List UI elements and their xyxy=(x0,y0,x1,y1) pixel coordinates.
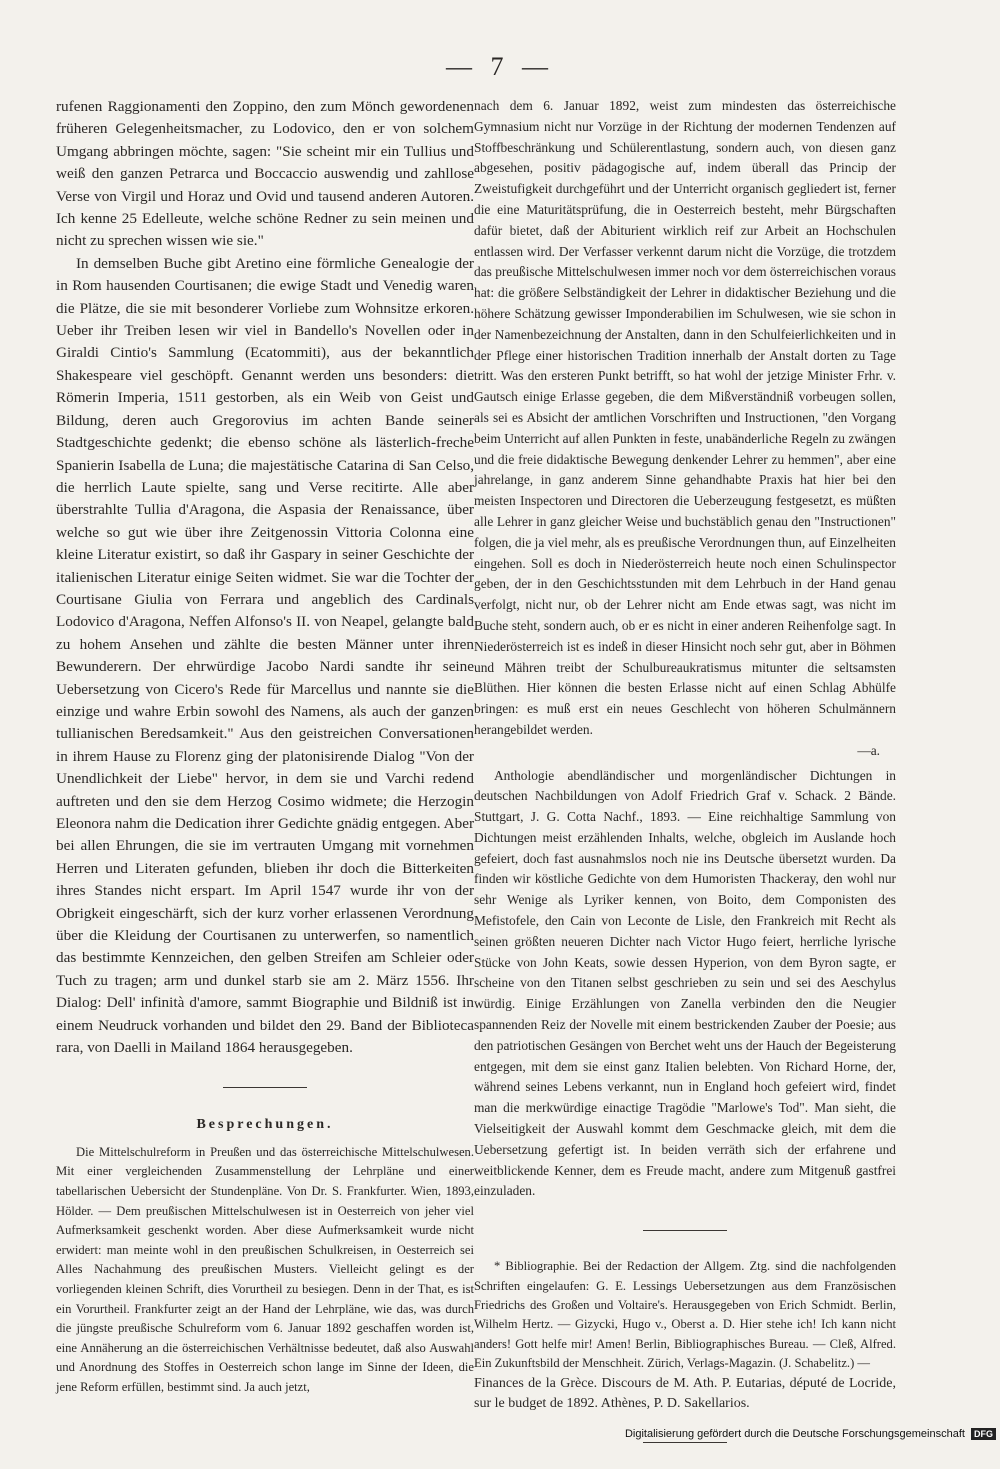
bibliography-french: Finances de la Grèce. Discours de M. Ath. P. Eutarias, député de Locride, sur le budget de 1892. Athènes, P. D. Sakellarios. xyxy=(474,1375,896,1411)
bibliography-paragraph: * Bibliographie. Bei der Redaction der Allgem. Ztg. sind die nachfolgenden Schriften eingelaufen: G. E. Lessings Uebersetzungen aus dem Französischen Friedrichs des Großen und Voltaire's. Herausgegeben von Erich Schmidt. Berlin, Wilhelm Hertz. — Gizycki, Hugo v., Oberst a. D. Hier stehe ich! Ich kann nicht anders! Gott helfe mir! Amen! Berlin, Bibliographisches Bureau. — Cleß, Alfred. Ein Zukunftsbild der Menschheit. Zürich, Verlags-Magazin. (J. Schabelitz.) — xyxy=(474,1259,896,1371)
left-column xyxy=(56,96,474,1398)
end-divider xyxy=(643,1442,727,1443)
section-heading: Besprechungen. xyxy=(196,1117,334,1133)
review-signature: —a. xyxy=(857,742,880,758)
main-paragraph: In demselben Buche gibt Aretino eine förmliche Genealogie der in Rom hausenden Courtisanen; die ewige Stadt und Venedig waren die Plätze, die sie mit besonderer Vorliebe zum Wohnsitze erkoren. Ueber ihr Treiben lesen wir viel in Bandello's Novellen oder in Giraldi Cintio's Sammlung (Ecatommiti), aus der bekanntlich Shakespeare viel geschöpft. Genannt werden uns besonders: die Römerin Imperia, 1511 gestorben, als ein Weib von Geist und Bildung, deren auch Gregorovius im achten Bande seiner Stadtgeschichte gedenkt; die ebenso schöne als lästerlich-freche Spanierin Isabella de Luna; die majestätische Catarina di San Celso, die herrlich Laute spielte, sang und Verse recitirte. Alle aber überstrahlte Tullia d'Aragona, die Aspasia der Renaissance, über welche so gut wie über ihre Zeitgenossin Vittoria Colonna eine kleine Literatur existirt, so daß ihr Gaspary in seiner Geschichte der italienischen Literatur einige Seiten widmet. Sie war die Tochter der Courtisane Giulia von Ferrara und angeblich des Cardinals Lodovico d'Aragona, Neffen Alfonso's II. von Neapel, gelangte bald zu hohem Ansehen und zählte die besten Männer unter ihren Bewunderern. Der ehrwürdige Jacobo Nardi sandte ihr seine Uebersetzung von Cicero's Rede für Marcellus und nannte sie die einzige und wahre Erbin sowohl des Namens, als auch der ganzen tullianischen Beredsamkeit." Aus den geistreichen Conversationen in ihrem Hause zu Florenz ging der platonisirende Dialog "Von der Unendlichkeit der Liebe" hervor, in dem sie und Varchi redend auftreten und den sie dem Herzog Cosimo widmete; die Herzogin Eleonora nahm die Dedication ihrer Gedichte gnädig entgegen. Aber bei allen Ehrungen, die sie im vertrauten Umgang mit vornehmen Herren und Literaten gefunden, blieben ihr doch die Bitterkeiten ihres Standes nicht erspart. Im April 1547 wurde ihr von der Obrigkeit eingeschärft, sich der kurz vorher erlassenen Verordnung über die Kleidung der Courtisanen zu unterwerfen, so namentlich das bestimmte Kennzeichen, den gelben Streifen am Schleier oder Tuch zu tragen; arm und dunkel starb sie am 2. März 1556. Ihr Dialog: Dell' infinità d'amore, sammt Biographie und Bildniß ist in einem Neudruck vorhanden und bildet den 29. Band der Biblioteca rara, von Daelli in Mailand 1864 herausgegeben. xyxy=(56,254,474,1057)
review-continuation: nach dem 6. Januar 1892, weist zum mindesten das österreichische Gymnasium nicht nur Vorzüge in der Richtung der modernen Tendenzen auf Stoffbeschränkung und Schülerentlastung, sondern auch, von diesen ganz abgesehen, positiv pädagogische auf, indem überall das Princip der Zweistufigkeit durchgeführt und der Unterricht organisch gegliedert ist, ferner die eine Maturitätsprüfung, die in Oesterreich besteht, mehr Bürgschaften dafür bietet, daß der Abiturient wirklich reif zur Arbeit an Hochschulen entlassen wird. Der Verfasser verkennt darum nicht die Vorzüge, die trotzdem das preußische Mittelschulwesen immer noch vor dem österreichischen voraus hat: die größere Selbständigkeit der Lehrer in didaktischer Beziehung und die höhere Schätzung gewisser Imponderabilien im Schulwesen, wie sie schon in der Namenbezeichnung der Anstalten, dann in den Schulfeierlichkeiten und in der Pflege einer historischen Tradition innerhalb der Anstalt dorten zu Tage tritt. Was den ersteren Punkt betrifft, so hat wohl der jetzige Minister Frhr. v. Gautsch einige Erlasse gegeben, die dem Mißverständniß vorbeugen sollen, als sei es Absicht der amtlichen Vorschriften und Instructionen, "den Vorgang beim Unterricht auf allen Punkten in feste, unabänderliche Regeln zu zwängen und die freie didaktische Bewegung denkender Lehrer zu hemmen", aber eine jahrelange, in ganz anderem Sinne gehandhabte Praxis hat hier bei den meisten Inspectoren und Directoren die Ueberzeugung festgesetzt, es müßten alle Lehrer in ganz gleicher Weise und buchstäblich genau den "Instructionen" folgen, die ja viel mehr, als es preußische Verordnungen thun, auf Einzelheiten eingehen. Soll es doch in Niederösterreich heute noch einen Schulinspector geben, der in den Geschichtsstunden mit dem Lehrbuch in der Hand genau verfolgt, nicht nur, ob der Lehrer nicht am Ende etwas sagt, was nicht im Buche steht, sondern auch, ob er es nicht in einer anderen Reihenfolge sagt. In Niederösterreich ist es indeß in dieser Hinsicht noch sehr gut, aber in Böhmen und Mähren treibt der Schulbureaukratismus mitunter die seltsamsten Blüthen. Hier können die besten Erlasse nicht auf einen Schlag Abhülfe bringen: es muß erst ein neues Geschlecht von höheren Schulmännern herangebildet werden. xyxy=(474,98,896,737)
review-paragraph: Die Mittelschulreform in Preußen und das österreichische Mittelschulwesen. Mit einer vergleichenden Zusammenstellung der Lehrpläne und einer tabellarischen Uebersicht der Stundenpläne. Von Dr. S. Frankfurter. Wien, 1893, Hölder. — Dem preußischen Mittelschulwesen ist in Oesterreich von jeher viel Aufmerksamkeit geschenkt worden. Aber diese Aufmerksamkeit wurde nicht erwidert: man meinte wohl in den preußischen Schulkreisen, in Oesterreich sei Alles Nachahmung des preußischen Musters. Vielleicht gelingt es der vorliegenden kleinen Schrift, dies Vorurtheil zu besiegen. Denn in der That, es ist ein Vorurtheil. Frankfurter zeigt an der Hand der Lehrpläne, wie das, was durch die jüngste preußische Schulreform vom 6. Januar 1892 geschaffen worden ist, eine Annäherung an die österreichischen Verhältnisse bedeutet, daß also Auswahl und Anordnung des Stoffes in Oesterreich schon lange im Sinne der Ideen, die jene Reform erfüllen, bestimmt sind. Ja auch jetzt, xyxy=(56,1144,474,1394)
footer-text: Digitalisierung gefördert durch die Deutsche Forschungsgemeinschaft xyxy=(624,1427,965,1440)
page-number: — 7 — xyxy=(446,52,554,81)
bibliography-divider xyxy=(643,1230,727,1231)
section-divider xyxy=(223,1087,307,1088)
anthology-paragraph: Anthologie abendländischer und morgenländischer Dichtungen in deutschen Nachbildungen von Adolf Friedrich Graf v. Schack. 2 Bände. Stuttgart, J. G. Cotta Nachf., 1893. — Eine reichhaltige Sammlung von Dichtungen meist erzählenden Inhalts, welche, obgleich im Auslande hoch gefeiert, doch fast ausnahmslos noch nie ins Deutsche übersetzt wurden. Da finden wir köstliche Gedichte von dem Humoristen Thackeray, den wohl nur sehr Wenige als Lyriker kennen, von Boito, dem Componisten des Mefistofele, den Cain von Leconte de Lisle, den Frankreich mit Recht als seinen größten neueren Dichter nach Victor Hugo feiert, herrliche lyrische Stücke von John Keats, sowie dessen Hyperion, von dem Byron sagte, er scheine von den Titanen selbst geschrieben zu sein und sei des Aeschylus würdig. Einige Erzählungen von Zanella verbinden den die Neugier spannenden Reiz der Novelle mit einem bestrickenden Zauber der Poesie; aus den patriotischen Gesängen von Berchet weht uns der Hauch der Begeisterung entgegen, mit dem sie einst ganz Italien belebten. Von Richard Horne, der, während seines Lebens verkannt, nun in England hoch gefeiert wird, findet man die merkwürdige einactige Tragödie "Marlowe's Tod". Man sieht, die Vielseitigkeit der Auswahl kommt dem Geschmacke gleich, mit dem die Uebersetzung gefertigt ist. In beiden verräth sich der erfahrene und weitblickende Kenner, dem es Freude macht, andere zum Mitgenuß gastfrei einzuladen. xyxy=(474,767,896,1199)
footer xyxy=(0,1428,996,1440)
intro-paragraph: rufenen Raggionamenti den Zoppino, den zum Mönch gewordenen früheren Gelegenheitsmacher, zu Lodovico, den er von solchem Umgang abbringen möchte, sagen: "Sie scheint mir ein Tullius und weiß den ganzen Petrarca und Boccaccio auswendig und zahllose Verse von Virgil und Horaz und Ovid und tausend anderen Autoren. Ich kenne 25 Edelleute, welche schöne Redner zu sein meinen und nicht zu sprechen wissen wie sie." xyxy=(56,98,474,250)
right-column xyxy=(474,96,896,1469)
dfg-logo: DFG xyxy=(971,1428,996,1440)
